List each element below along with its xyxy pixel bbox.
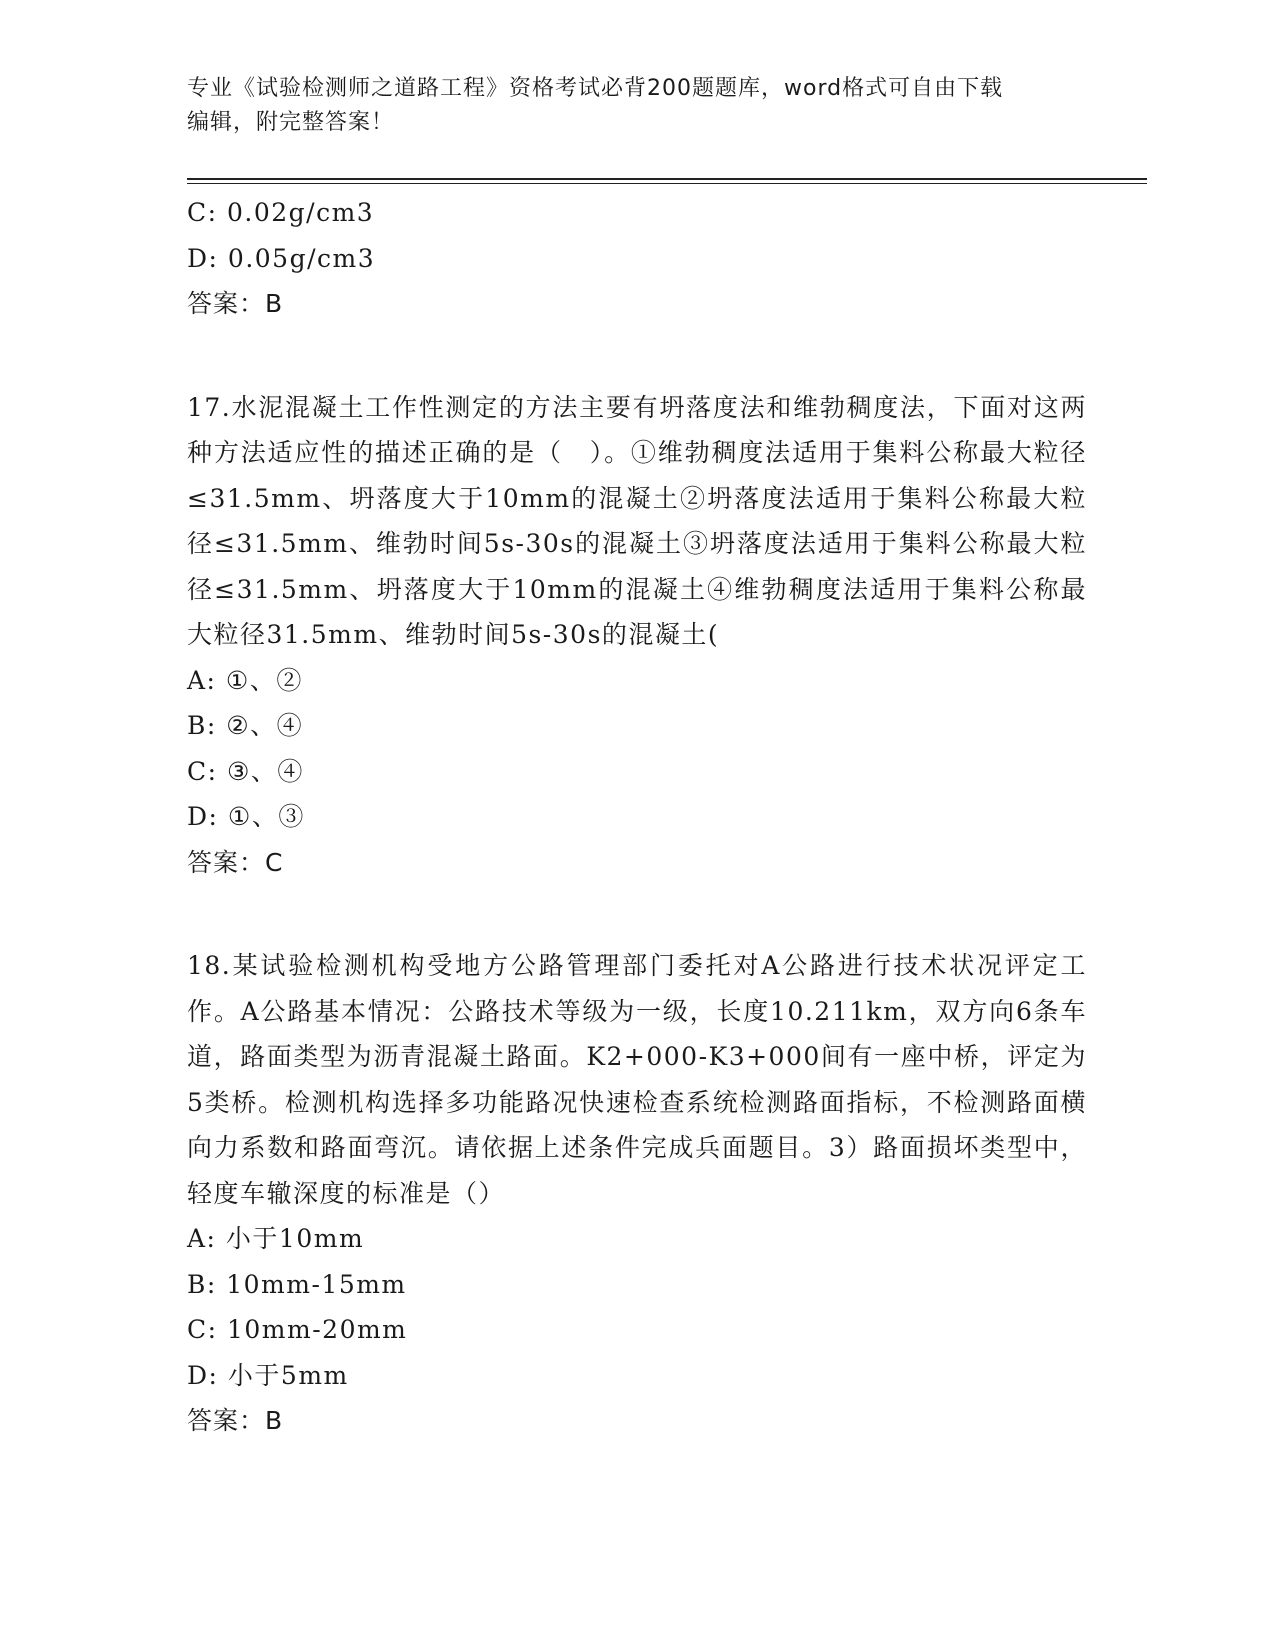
option-d: D: 小于5mm	[187, 1360, 349, 1390]
question-16-tail	[187, 190, 1087, 327]
answer-line: 答案：B	[187, 289, 284, 318]
question-17	[187, 385, 1087, 886]
header-line-1: 专业《试验检测师之道路工程》资格考试必背200题题库，word格式可自由下载	[187, 76, 1004, 101]
header-divider-thick	[187, 178, 1147, 180]
answer-line: 答案：C	[187, 847, 284, 877]
option-a: A: ①、②	[187, 665, 303, 695]
document-header	[187, 72, 1087, 140]
option-a: A: 小于10mm	[187, 1224, 365, 1253]
header-divider-thin	[187, 183, 1147, 184]
option-b: B: 10mm-15mm	[187, 1269, 407, 1299]
option-d: D: 0.05g/cm3	[187, 243, 376, 273]
option-c: C: 0.02g/cm3	[187, 198, 375, 227]
header-line-2: 编辑，附完整答案！	[187, 110, 395, 135]
option-d: D: ①、③	[187, 802, 305, 831]
question-text: 18.某试验检测机构受地方公路管理部门委托对A公路进行技术状况评定工作。A公路基本情况：公路技术等级为一级，长度10.211km，双方向6条车道，路面类型为沥青混凝土路面。K2+000-K3+000间有一座中桥，评定为5类桥。检测机构选择多功能路况快速检查系统检测路面指标，不检测路面横向力系数和路面弯沉。请依据上述条件完成兵面题目。3）路面损坏类型中，轻度车辙深度的标准是（）	[187, 951, 1087, 1208]
question-text: 17.水泥混凝土工作性测定的方法主要有坍落度法和维勃稠度法，下面对这两种方法适应性的描述正确的是（ ）。①维勃稠度法适用于集料公称最大粒径≤31.5mm、坍落度大于10mm的混凝土②坍落度法适用于集料公称最大粒径≤31.5mm、维勃时间5s-30s的混凝土③坍落度法适用于集料公称最大粒径≤31.5mm、坍落度大于10mm的混凝土④维勃稠度法适用于集料公称最大粒径31.5mm、维勃时间5s-30s的混凝土(	[187, 392, 1087, 649]
document-body	[187, 190, 1087, 1444]
option-b: B: ②、④	[187, 711, 304, 740]
option-c: C: 10mm-20mm	[187, 1315, 408, 1344]
question-18	[187, 943, 1087, 1444]
option-c: C: ③、④	[187, 756, 304, 786]
answer-line: 答案：B	[187, 1406, 284, 1435]
